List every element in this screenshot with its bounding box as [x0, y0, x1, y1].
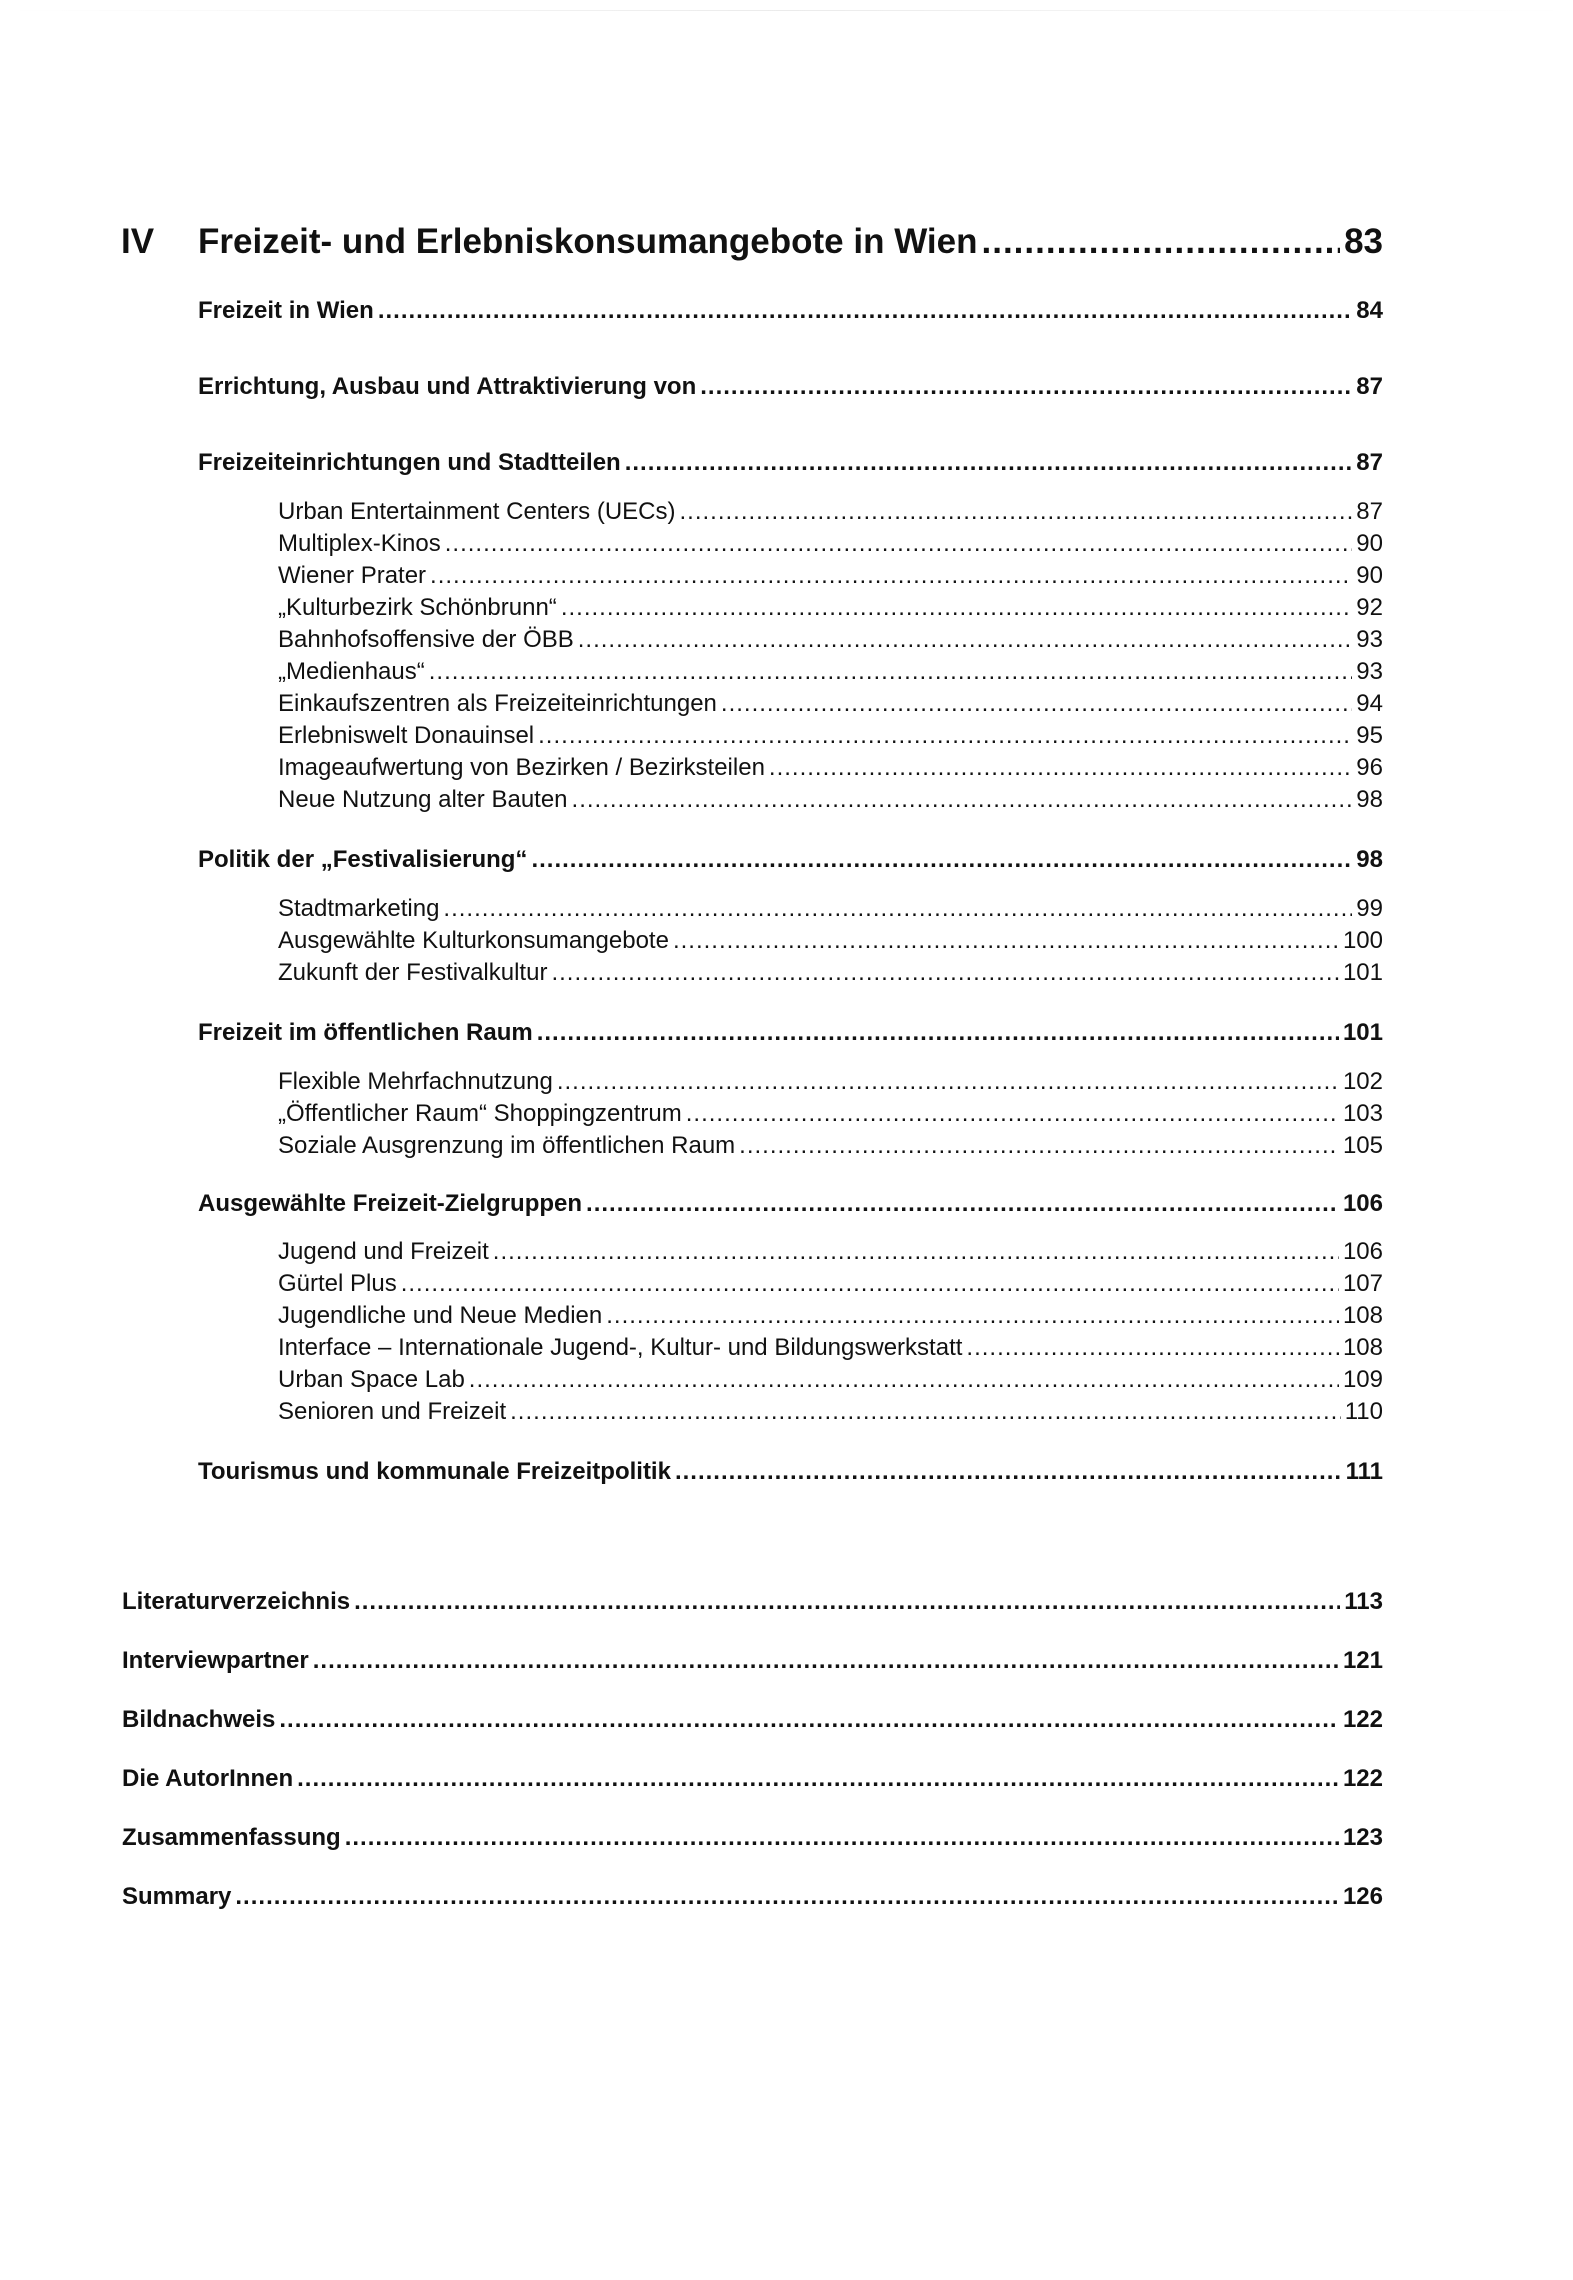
toc-subsection[interactable] — [278, 1398, 1383, 1426]
dot-leader — [279, 1706, 1339, 1730]
toc-subsection[interactable] — [278, 530, 1383, 558]
subsection-page: 92 — [1356, 594, 1383, 621]
subsection-title: Neue Nutzung alter Bauten — [278, 786, 568, 813]
dot-leader — [625, 449, 1353, 473]
dot-leader — [721, 690, 1352, 714]
dot-leader — [739, 1132, 1339, 1156]
back-entry-title: Die AutorInnen — [122, 1765, 294, 1792]
chapter-page: 83 — [1344, 222, 1383, 261]
subsection-title: Einkaufszentren als Freizeiteinrichtungen — [278, 690, 717, 717]
dot-leader — [572, 786, 1353, 810]
toc-subsection[interactable] — [278, 927, 1383, 955]
section-title: Ausgewählte Freizeit-Zielgruppen — [198, 1190, 583, 1217]
toc-back-entry[interactable] — [122, 1765, 1383, 1793]
dot-leader — [401, 1270, 1339, 1294]
back-entry-page: 121 — [1342, 1647, 1383, 1674]
subsection-page: 93 — [1356, 658, 1383, 685]
toc-subsection[interactable] — [278, 1366, 1383, 1394]
dot-leader — [429, 658, 1353, 682]
toc-back-entry[interactable] — [122, 1883, 1383, 1911]
subsection-title: Multiplex-Kinos — [278, 530, 441, 557]
dot-leader — [551, 959, 1339, 983]
subsection-page: 100 — [1342, 927, 1383, 954]
dot-leader — [445, 530, 1353, 554]
section-page: 106 — [1342, 1190, 1383, 1217]
dot-leader — [443, 895, 1352, 919]
subsection-title: Bahnhofsoffensive der ÖBB — [278, 626, 574, 653]
dot-leader — [297, 1765, 1339, 1789]
dot-leader — [378, 297, 1352, 321]
toc-subsection[interactable] — [278, 1238, 1383, 1266]
section-title: Freizeit in Wien — [198, 297, 374, 324]
subsection-page: 105 — [1342, 1132, 1383, 1159]
subsection-page: 90 — [1356, 562, 1383, 589]
subsection-page: 103 — [1342, 1100, 1383, 1127]
dot-leader — [537, 1019, 1339, 1043]
dot-leader — [345, 1824, 1339, 1848]
dot-leader — [430, 562, 1352, 586]
dot-leader — [510, 1398, 1341, 1422]
subsection-page: 102 — [1342, 1068, 1383, 1095]
subsection-page: 96 — [1356, 754, 1383, 781]
toc-section[interactable] — [198, 1019, 1383, 1047]
scan-edge-line — [0, 10, 1573, 11]
back-entry-title: Literaturverzeichnis — [122, 1588, 351, 1615]
subsection-page: 93 — [1356, 626, 1383, 653]
dot-leader — [700, 373, 1352, 397]
subsection-title: Senioren und Freizeit — [278, 1398, 507, 1425]
subsection-title: Imageaufwertung von Bezirken / Bezirksteilen — [278, 754, 765, 781]
subsection-title: Soziale Ausgrenzung im öffentlichen Raum — [278, 1132, 736, 1159]
toc-back-entry[interactable] — [122, 1588, 1383, 1616]
dot-leader — [557, 1068, 1339, 1092]
dot-leader — [354, 1588, 1340, 1612]
dot-leader — [675, 1458, 1342, 1482]
section-page: 84 — [1356, 297, 1383, 324]
subsection-title: Zukunft der Festivalkultur — [278, 959, 548, 986]
toc-subsection[interactable] — [278, 1302, 1383, 1330]
subsection-page: 90 — [1356, 530, 1383, 557]
subsection-title: „Öffentlicher Raum“ Shoppingzentrum — [278, 1100, 682, 1127]
section-page: 87 — [1356, 449, 1383, 476]
dot-leader — [538, 722, 1352, 746]
section-title: Errichtung, Ausbau und Attraktivierung von — [198, 373, 697, 400]
back-entry-page: 122 — [1342, 1765, 1383, 1792]
section-title: Tourismus und kommunale Freizeitpolitik — [198, 1458, 671, 1485]
section-page: 87 — [1356, 373, 1383, 400]
toc-subsection[interactable] — [278, 498, 1383, 526]
subsection-title: Flexible Mehrfachnutzung — [278, 1068, 553, 1095]
subsection-page: 109 — [1342, 1366, 1383, 1393]
dot-leader — [493, 1238, 1339, 1262]
subsection-page: 107 — [1342, 1270, 1383, 1297]
toc-subsection[interactable] — [278, 754, 1383, 782]
subsection-title: Urban Entertainment Centers (UECs) — [278, 498, 676, 525]
dot-leader — [679, 498, 1352, 522]
subsection-page: 108 — [1342, 1334, 1383, 1361]
subsection-page: 110 — [1344, 1398, 1383, 1425]
toc-subsection[interactable] — [278, 722, 1383, 750]
toc-subsection[interactable] — [278, 562, 1383, 590]
subsection-title: Wiener Prater — [278, 562, 427, 589]
subsection-title: Interface – Internationale Jugend-, Kultur- und Bildungswerkstatt — [278, 1334, 963, 1361]
toc-subsection[interactable] — [278, 594, 1383, 622]
toc-subsection[interactable] — [278, 895, 1383, 923]
subsection-page: 101 — [1342, 959, 1383, 986]
dot-leader — [673, 927, 1339, 951]
dot-leader — [686, 1100, 1339, 1124]
toc-subsection[interactable] — [278, 626, 1383, 654]
toc-section[interactable] — [198, 1190, 1383, 1218]
subsection-page: 108 — [1342, 1302, 1383, 1329]
toc-subsection[interactable] — [278, 1334, 1383, 1362]
toc-subsection[interactable] — [278, 786, 1383, 814]
back-entry-page: 122 — [1342, 1706, 1383, 1733]
dot-leader — [469, 1366, 1339, 1390]
section-page: 98 — [1356, 846, 1383, 873]
subsection-title: „Medienhaus“ — [278, 658, 425, 685]
dot-leader — [982, 222, 1341, 257]
subsection-title: Gürtel Plus — [278, 1270, 397, 1297]
subsection-page: 99 — [1356, 895, 1383, 922]
toc-section[interactable] — [198, 846, 1383, 874]
dot-leader — [531, 846, 1352, 870]
subsection-title: Ausgewählte Kulturkonsumangebote — [278, 927, 669, 954]
dot-leader — [586, 1190, 1339, 1214]
chapter-title: Freizeit- und Erlebniskonsumangebote in Wien — [198, 222, 978, 261]
subsection-title: „Kulturbezirk Schönbrunn“ — [278, 594, 557, 621]
subsection-page: 87 — [1356, 498, 1383, 525]
toc-subsection[interactable] — [278, 1132, 1383, 1160]
section-title: Freizeiteinrichtungen und Stadtteilen — [198, 449, 621, 476]
toc-subsection[interactable] — [278, 1100, 1383, 1128]
toc-subsection[interactable] — [278, 690, 1383, 718]
back-entry-page: 126 — [1342, 1883, 1383, 1910]
dot-leader — [313, 1647, 1339, 1671]
back-entry-title: Interviewpartner — [122, 1647, 309, 1674]
subsection-title: Jugendliche und Neue Medien — [278, 1302, 603, 1329]
dot-leader — [578, 626, 1353, 650]
subsection-page: 95 — [1356, 722, 1383, 749]
section-title: Freizeit im öffentlichen Raum — [198, 1019, 533, 1046]
back-entry-title: Summary — [122, 1883, 232, 1910]
back-entry-title: Zusammenfassung — [122, 1824, 341, 1851]
section-page: 101 — [1342, 1019, 1383, 1046]
back-entry-page: 123 — [1342, 1824, 1383, 1851]
toc-back-entry[interactable] — [122, 1647, 1383, 1675]
section-title: Politik der „Festivalisierung“ — [198, 846, 528, 873]
toc-section[interactable] — [198, 373, 1383, 401]
subsection-title: Erlebniswelt Donauinsel — [278, 722, 535, 749]
toc-back-entry[interactable] — [122, 1824, 1383, 1852]
toc-subsection[interactable] — [278, 959, 1383, 987]
toc-section[interactable] — [198, 297, 1383, 325]
toc-subsection[interactable] — [278, 1068, 1383, 1096]
dot-leader — [966, 1334, 1339, 1358]
dot-leader — [561, 594, 1352, 618]
toc-back-entry[interactable] — [122, 1706, 1383, 1734]
chapter-number: IV — [121, 222, 155, 261]
subsection-page: 94 — [1356, 690, 1383, 717]
toc-subsection[interactable] — [278, 1270, 1383, 1298]
subsection-page: 106 — [1342, 1238, 1383, 1265]
toc-section[interactable] — [198, 1458, 1383, 1486]
dot-leader — [769, 754, 1352, 778]
subsection-page: 98 — [1356, 786, 1383, 813]
toc-subsection[interactable] — [278, 658, 1383, 686]
back-entry-title: Bildnachweis — [122, 1706, 276, 1733]
dot-leader — [235, 1883, 1339, 1907]
dot-leader — [606, 1302, 1339, 1326]
chapter-heading[interactable] — [198, 222, 1383, 262]
toc-section[interactable] — [198, 449, 1383, 477]
subsection-title: Stadtmarketing — [278, 895, 440, 922]
subsection-title: Jugend und Freizeit — [278, 1238, 489, 1265]
subsection-title: Urban Space Lab — [278, 1366, 465, 1393]
back-entry-page: 113 — [1344, 1588, 1383, 1615]
section-page: 111 — [1345, 1458, 1383, 1485]
